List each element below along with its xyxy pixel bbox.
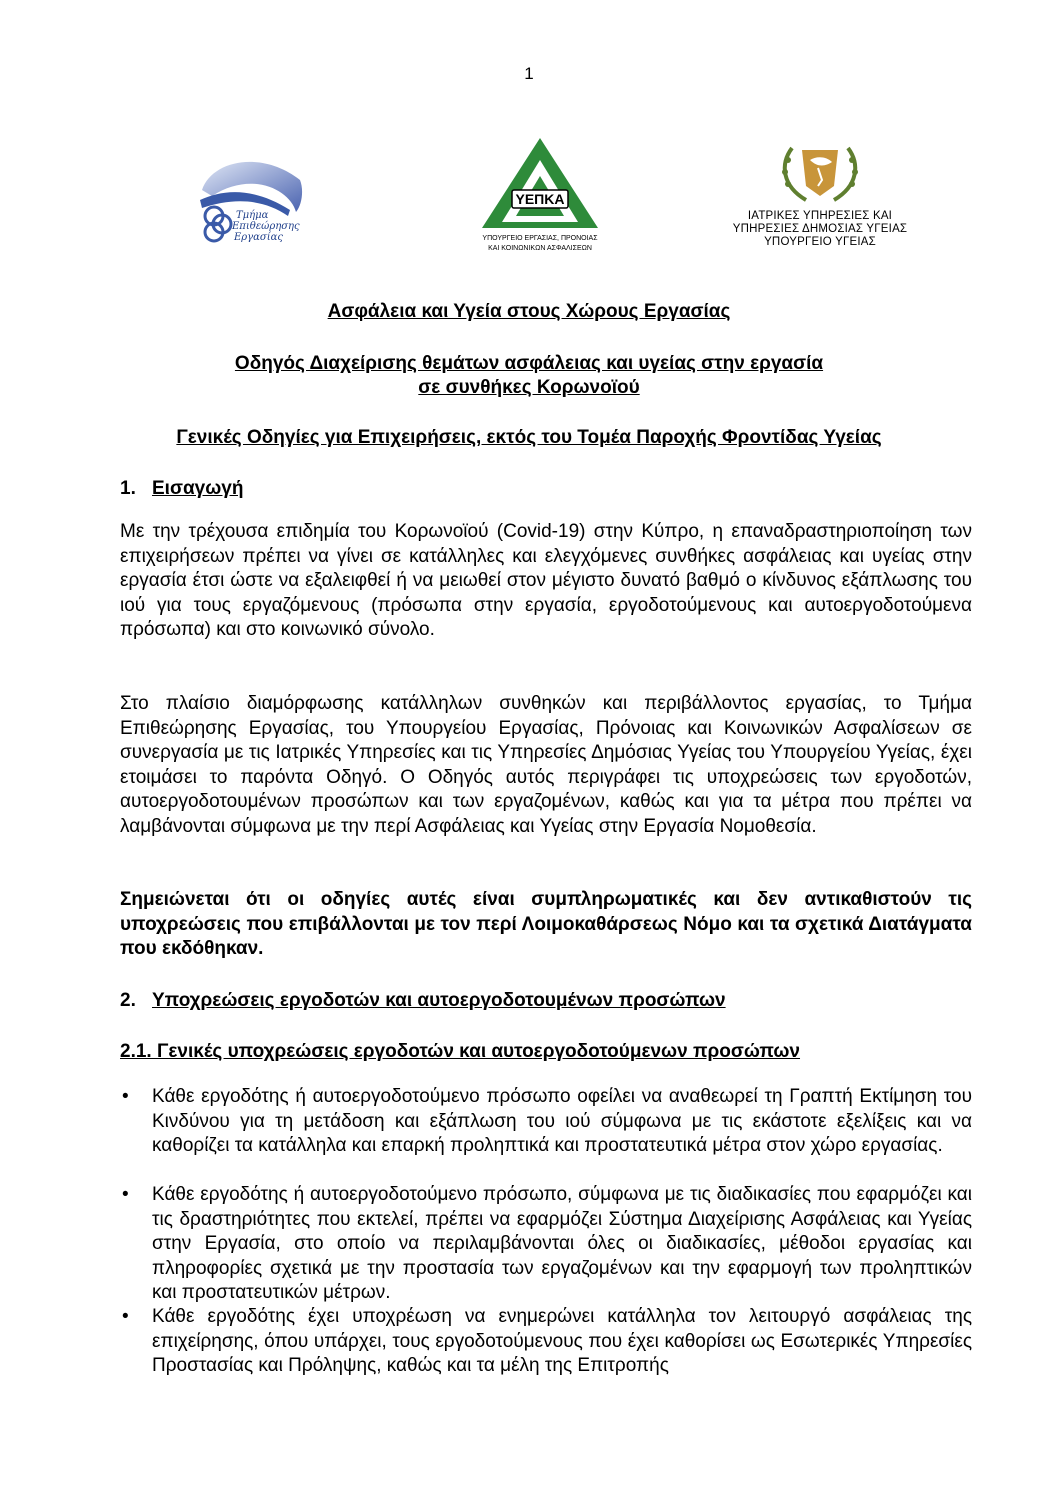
list-item — [120, 1305, 972, 1379]
section-2-heading — [120, 989, 726, 1013]
paragraph-intro: Με την τρέχουσα επιδημία του Κορωνοϊού (Covid-19) στην Κύπρο, η επαναδραστηριοποίηση των επιχειρήσεων πρέπει να γίνει σε κατάλληλες και ελεγχόμενες συνθήκες ασφάλειας και υγείας στην εργασία έτσι ώστε να εξαλειφθεί ή να μειωθεί στον μέγιστο δυνατό βαθμό ο κίνδυνος εξάπλωσης του ιού για τους εργαζόμενους (πρόσωπα στην εργασία, εργοδοτούμενους και αυτοεργοδοτούμενα πρόσωπα) και στο κοινωνικό σύνολο. — [120, 521, 972, 640]
section-2-title: Υποχρεώσεις εργοδοτών και αυτοεργοδοτουμένων προσώπων — [152, 990, 726, 1011]
section-2-1-title: 2.1. Γενικές υποχρεώσεις εργοδοτών και αυτοεργοδοτούμενων προσώπων — [120, 1041, 801, 1062]
section-1-heading — [120, 477, 243, 501]
bullet-icon: • — [122, 1184, 129, 1205]
section-1-number: 1. — [120, 478, 136, 499]
bullet-icon: • — [122, 1306, 129, 1327]
logo-left-line-1: Τμήμα — [236, 210, 269, 221]
logo-left-line-2: Επιθεώρησης — [232, 221, 300, 232]
logo-left-line-3: Εργασίας — [234, 232, 284, 243]
list-item-text: Κάθε εργοδότης ή αυτοεργοδοτούμενο πρόσωπο, σύμφωνα με τις διαδικασίες που εφαρμόζει και τις δραστηριότητες που εκτελεί, πρέπει να εφαρμόζει Σύστημα Διαχείρισης Ασφάλειας και Υγείας στην Εργασία, στο οποίο να περιλαμβάνονται όλες οι διαδικασίες, μέθοδοι εργασίας και πληροφορίες σχετικά με την προστασία των εργαζομένων και την εφαρμογή των προληπτικών και προστατευτικών μέτρων. — [152, 1184, 972, 1303]
section-2-1-heading — [120, 1040, 800, 1064]
section-1-title: Εισαγωγή — [152, 478, 244, 499]
list-item — [120, 1085, 972, 1183]
document-subtitle-line-1: Οδηγός Διαχείρισης θεμάτων ασφάλειας και υγείας στην εργασία — [234, 353, 824, 374]
paragraph-note: Σημειώνεται ότι οι οδηγίες αυτές είναι συμπληρωματικές και δεν αντικαθιστούν τις υποχρεώσεις που επιβάλλονται με τον περί Λοιμοκαθάρσεως Νόμο και τα σχετικά Διατάγματα που εκδόθηκαν. — [120, 889, 972, 959]
list-item-text: Κάθε εργοδότης ή αυτοεργοδοτούμενο πρόσωπο οφείλει να αναθεωρεί τη Γραπτή Εκτίμηση του Κινδύνου για τη μετάδοση και εξάπλωση του ιού σύμφωνα με τις εκάστοτε εξελίξεις και να καθορίζει τα κατάλληλα και επαρκή προληπτικά και προστατευτικά μέτρα στον χώρο εργασίας. — [152, 1086, 972, 1156]
list-item — [120, 1183, 972, 1305]
document-subtitle-line-3: Γενικές Οδηγίες για Επιχειρήσεις, εκτός του Τομέα Παροχής Φροντίδας Υγείας — [176, 427, 882, 448]
document-subtitle-line-2: σε συνθήκες Κορωνοϊού — [418, 377, 640, 398]
ministry-health-logo — [722, 130, 918, 254]
ministry-labour-logo-graphic — [478, 136, 602, 256]
logo-right-line-1: ΙΑΤΡΙΚΕΣ ΥΠΗΡΕΣΙΕΣ ΚΑΙ — [747, 210, 893, 222]
logo-right-line-3: ΥΠΟΥΡΓΕΙΟ ΥΓΕΙΑΣ — [764, 236, 876, 248]
document-title: Ασφάλεια και Υγεία στους Χώρους Εργασίας — [327, 301, 731, 322]
list-item-text: Κάθε εργοδότης έχει υποχρέωση να ενημερώνει κατάλληλα τον λειτουργό ασφάλειας της επιχείρησης, όπου υπάρχει, τους εργοδοτούμενους που έχει καθορίσει ως Εσωτερικές Υπηρεσίες Προστασίας και Πρόληψης, καθώς και τα μέλη της Επιτροπής — [152, 1306, 972, 1376]
obligations-list — [120, 1085, 972, 1379]
logo-right-line-2: ΥΠΗΡΕΣΙΕΣ ΔΗΜΟΣΙΑΣ ΥΓΕΙΑΣ — [732, 223, 908, 235]
labour-inspection-logo-graphic — [192, 150, 312, 250]
cyprus-seal-icon — [722, 130, 918, 210]
logo-mid-line-2: ΚΑΙ ΚΟΙΝΩΝΙΚΩΝ ΑΣΦΑΛΙΣΕΩΝ — [488, 245, 592, 252]
ministry-health-text — [722, 210, 918, 249]
logo-mid-line-1: ΥΠΟΥΡΓΕΙΟ ΕΡΓΑΣΙΑΣ, ΠΡΟΝΟΙΑΣ — [482, 235, 598, 242]
page-number: 1 — [524, 64, 534, 83]
ministry-labour-logo — [478, 136, 602, 256]
section-2-number: 2. — [120, 990, 136, 1011]
paragraph-framework: Στο πλαίσιο διαμόρφωσης κατάλληλων συνθηκών και περιβάλλοντος εργασίας, το Τμήμα Επιθεώρησης Εργασίας, του Υπουργείου Εργασίας, Πρόνοιας και Κοινωνικών Ασφαλίσεων σε συνεργασία με τις Ιατρικές Υπηρεσίες και τις Υπηρεσίες Δημόσιας Υγείας του Υπουργείου Υγείας, έχει ετοιμάσει το παρόντα Οδηγό. Ο Οδηγός αυτός περιγράφει τις υποχρεώσεις των εργοδοτών, αυτοεργοδοτουμένων προσώπων και των εργαζομένων, καθώς και για τα μέτρα που πρέπει να λαμβάνονται σύμφωνα με την περί Ασφάλειας και Υγείας στην Εργασία Νομοθεσία. — [120, 693, 972, 837]
labour-inspection-logo — [192, 150, 312, 250]
bullet-icon: • — [122, 1086, 129, 1107]
logo-mid-badge: ΥΕΠΚΑ — [515, 191, 565, 207]
